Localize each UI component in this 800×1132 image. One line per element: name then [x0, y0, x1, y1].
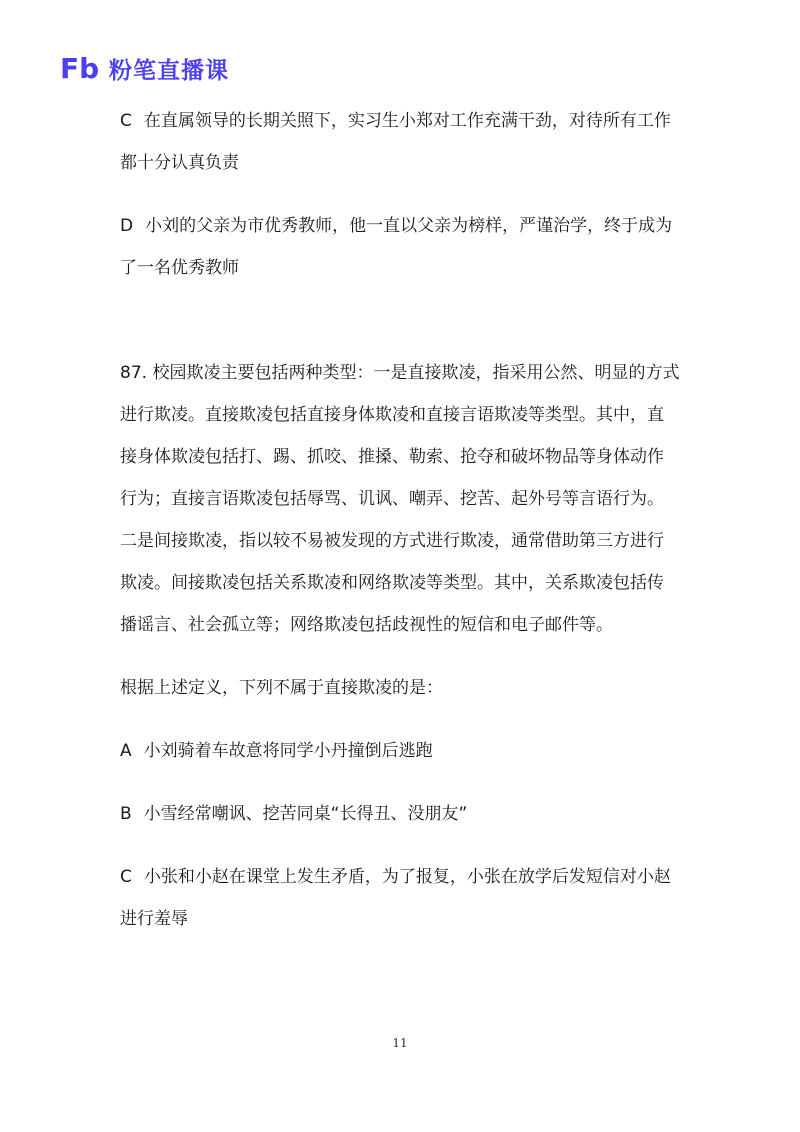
option-letter: B	[120, 804, 132, 824]
question-stem	[120, 352, 680, 646]
page-content	[120, 100, 680, 940]
option-letter: A	[120, 741, 132, 761]
brand-name: 粉笔直播课	[109, 57, 229, 84]
option-text: 小雪经常嘲讽、挖苦同桌“长得丑、没朋友”	[143, 804, 468, 824]
option-text: 小刘的父亲为市优秀教师，他一直以父亲为榜样，严谨治学，终于成为了一名优秀教师	[120, 216, 673, 278]
brand-header	[60, 52, 229, 84]
option-text: 小刘骑着车故意将同学小丹撞倒后逃跑	[143, 741, 433, 761]
option-letter: D	[120, 216, 134, 236]
option-a	[120, 730, 680, 772]
fenbi-logo-icon	[60, 53, 104, 83]
prev-option-d	[120, 205, 680, 289]
page-number: 11	[392, 1036, 408, 1050]
question-stem-text: 校园欺凌主要包括两种类型：一是直接欺凌，指采用公然、明显的方式进行欺凌。直接欺凌包括直接身体欺凌和直接言语欺凌等类型。其中，直接身体欺凌包括打、踢、抓咬、推搡、勒索、抢夺和破坏物品等身体动作行为；直接言语欺凌包括辱骂、讥讽、嘲弄、挖苦、起外号等言语行为。二是间接欺凌，指以较不易被发现的方式进行欺凌，通常借助第三方进行欺凌。间接欺凌包括关系欺凌和网络欺凌等类型。其中，关系欺凌包括传播谣言、社会孤立等；网络欺凌包括歧视性的短信和电子邮件等。	[120, 363, 680, 635]
svg-text:Fb: Fb	[60, 53, 100, 83]
option-letter: C	[120, 111, 132, 131]
option-letter: C	[120, 867, 132, 887]
prev-option-c	[120, 100, 680, 184]
option-c	[120, 856, 680, 940]
option-b	[120, 793, 680, 835]
question-number: 87.	[120, 363, 148, 383]
option-text: 在直属领导的长期关照下，实习生小郑对工作充满干劲，对待所有工作都十分认真负责	[120, 111, 671, 173]
question-prompt: 根据上述定义，下列不属于直接欺凌的是：	[120, 678, 443, 698]
option-text: 小张和小赵在课堂上发生矛盾，为了报复，小张在放学后发短信对小赵进行羞辱	[120, 867, 671, 929]
